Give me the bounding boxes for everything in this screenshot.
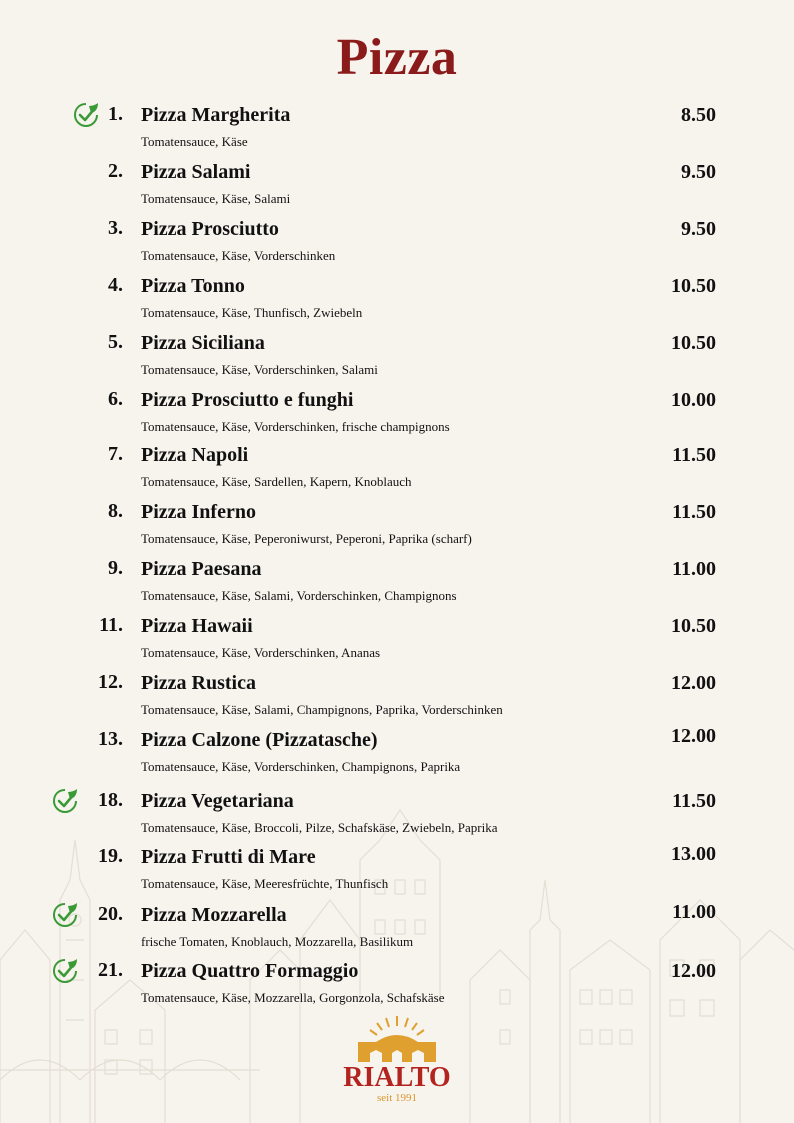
item-price: 11.50 [672, 501, 716, 523]
menu-item [0, 557, 794, 614]
menu-item [0, 845, 794, 902]
menu-item [0, 725, 794, 785]
item-name: Pizza Calzone (Pizzatasche) [141, 729, 378, 751]
item-description: Tomatensauce, Käse, Vorderschinken, Champignons, Paprika [141, 759, 461, 774]
item-name: Pizza Paesana [141, 558, 262, 580]
item-name: Pizza Quattro Formaggio [141, 960, 359, 982]
item-number: 12. [98, 671, 123, 693]
page-title: Pizza [336, 29, 458, 86]
item-number: 2. [108, 160, 123, 182]
menu-item [0, 388, 794, 445]
item-description: Tomatensauce, Käse, Peperoniwurst, Peperoni, Paprika (scharf) [141, 531, 472, 546]
item-name: Pizza Inferno [141, 501, 256, 523]
item-price: 11.00 [672, 901, 716, 923]
item-description: Tomatensauce, Käse, Mozzarella, Gorgonzola, Schafskäse [141, 990, 445, 1005]
item-description: Tomatensauce, Käse, Salami, Champignons, Paprika, Vorderschinken [141, 702, 503, 717]
item-price: 13.00 [671, 843, 716, 865]
item-price: 10.50 [671, 332, 716, 354]
menu-item [0, 903, 794, 960]
item-number: 1. [108, 103, 123, 125]
item-price: 12.00 [671, 960, 716, 982]
item-description: Tomatensauce, Käse, Salami [141, 191, 291, 206]
menu-item [0, 331, 794, 388]
item-price: 10.50 [671, 275, 716, 297]
item-description: Tomatensauce, Käse, Vorderschinken, frische champignons [141, 419, 450, 434]
menu-item [0, 789, 794, 846]
item-price: 11.50 [672, 444, 716, 466]
item-name: Pizza Siciliana [141, 332, 265, 354]
item-number: 7. [108, 443, 123, 465]
logo-name: RIALTO [343, 1062, 451, 1093]
item-description: Tomatensauce, Käse, Vorderschinken [141, 248, 336, 263]
menu-item [0, 959, 794, 1016]
item-price: 12.00 [671, 672, 716, 694]
menu-item [0, 671, 794, 728]
item-number: 5. [108, 331, 123, 353]
item-number: 3. [108, 217, 123, 239]
rialto-bridge-icon [336, 1012, 458, 1068]
item-description: Tomatensauce, Käse [141, 134, 248, 149]
item-price: 11.00 [672, 558, 716, 580]
item-name: Pizza Vegetariana [141, 790, 294, 812]
item-price: 9.50 [681, 218, 716, 240]
item-number: 6. [108, 388, 123, 410]
item-description: Tomatensauce, Käse, Sardellen, Kapern, Knoblauch [141, 474, 412, 489]
item-number: 20. [98, 903, 123, 925]
item-price: 11.50 [672, 790, 716, 812]
item-price: 8.50 [681, 104, 716, 126]
item-number: 11. [99, 614, 123, 636]
item-description: Tomatensauce, Käse, Thunfisch, Zwiebeln [141, 305, 363, 320]
menu-item [0, 614, 794, 671]
item-number: 4. [108, 274, 123, 296]
menu-item [0, 103, 794, 160]
menu-item [0, 217, 794, 274]
logo-tagline: seit 1991 [376, 1092, 418, 1104]
item-name: Pizza Frutti di Mare [141, 846, 316, 868]
item-description: Tomatensauce, Käse, Broccoli, Pilze, Schafskäse, Zwiebeln, Paprika [141, 820, 498, 835]
item-price: 10.00 [671, 389, 716, 411]
item-number: 19. [98, 845, 123, 867]
item-number: 9. [108, 557, 123, 579]
item-description: Tomatensauce, Käse, Vorderschinken, Salami [141, 362, 378, 377]
item-number: 8. [108, 500, 123, 522]
item-name: Pizza Tonno [141, 275, 245, 297]
menu-item [0, 500, 794, 557]
item-name: Pizza Napoli [141, 444, 249, 466]
item-description: Tomatensauce, Käse, Meeresfrüchte, Thunfisch [141, 876, 389, 891]
item-price: 12.00 [671, 725, 716, 747]
item-name: Pizza Prosciutto e funghi [141, 389, 354, 411]
item-description: Tomatensauce, Käse, Vorderschinken, Ananas [141, 645, 381, 660]
menu-item [0, 443, 794, 500]
item-price: 10.50 [671, 615, 716, 637]
item-name: Pizza Margherita [141, 104, 291, 126]
menu-item [0, 160, 794, 217]
item-price: 9.50 [681, 161, 716, 183]
item-number: 21. [98, 959, 123, 981]
menu-item [0, 274, 794, 331]
item-name: Pizza Hawaii [141, 615, 253, 637]
item-name: Pizza Mozzarella [141, 904, 287, 926]
item-number: 13. [98, 728, 123, 750]
restaurant-logo [336, 1012, 458, 1108]
item-description: frische Tomaten, Knoblauch, Mozzarella, Basilikum [141, 934, 414, 949]
item-name: Pizza Prosciutto [141, 218, 279, 240]
item-number: 18. [98, 789, 123, 811]
item-name: Pizza Rustica [141, 672, 256, 694]
item-description: Tomatensauce, Käse, Salami, Vorderschinken, Champignons [141, 588, 457, 603]
item-name: Pizza Salami [141, 161, 251, 183]
